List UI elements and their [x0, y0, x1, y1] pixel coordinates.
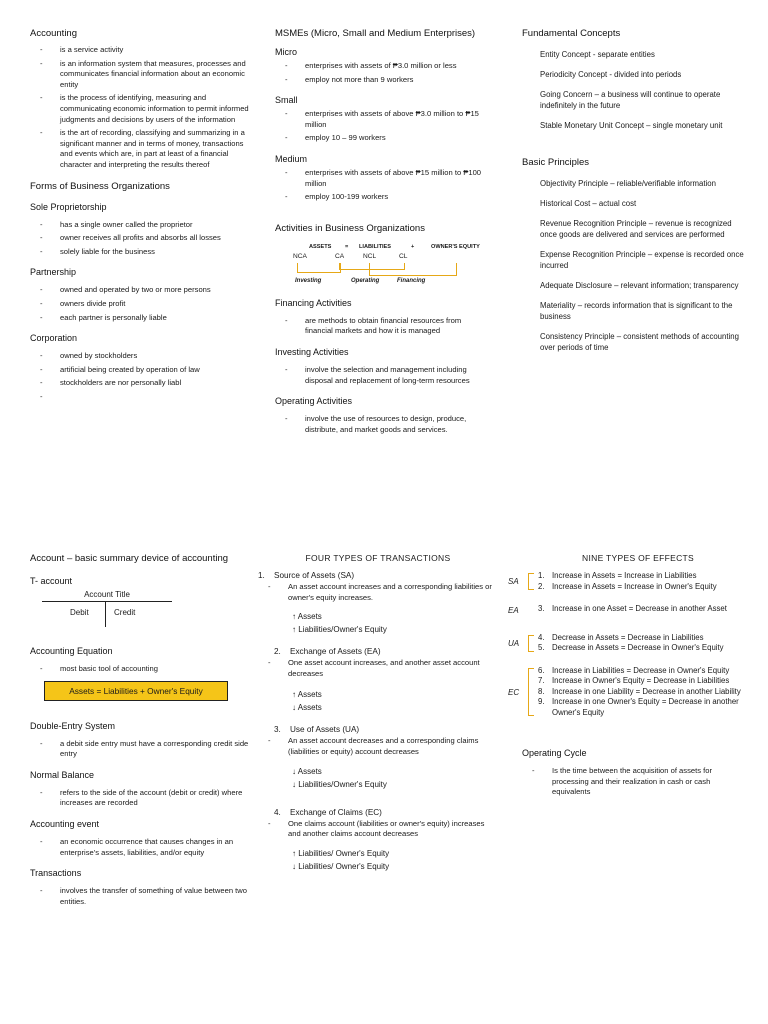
heading-medium: Medium — [275, 153, 308, 164]
transaction-type-4 — [258, 808, 498, 872]
transaction-label: Use of Assets (UA) — [290, 725, 360, 735]
principle-item: Consistency Principle – consistent methods of accounting over periods of time — [540, 332, 739, 352]
heading-operating-cycle: Operating Cycle — [522, 748, 587, 758]
heading-four-types: FOUR TYPES OF TRANSACTIONS — [305, 553, 451, 563]
list-item: - owners divide profit — [40, 299, 252, 310]
transaction-effect: ↑ Liabilities/Owner's Equity — [292, 625, 387, 635]
heading-basic: Basic Principles — [522, 157, 590, 168]
list-item: - enterprises with assets of above ₱3.0 million to ₱15 million — [285, 109, 490, 130]
list-accounting — [30, 45, 252, 171]
heading-investing: Investing Activities — [275, 346, 349, 357]
list-medium — [275, 168, 490, 203]
list-item: - is the art of recording, classifying and summarizing in a significant manner and in terms of money, transactions and events which are, in part at least of a financial character and interpreting the results thereof — [40, 128, 252, 170]
list-double-entry — [30, 739, 250, 760]
column-accounting — [30, 28, 252, 399]
diagram-plus: + — [411, 243, 415, 250]
list-item: - stockholders are nor personally liabl — [40, 378, 252, 389]
list-corporation — [30, 351, 252, 389]
list-item: - enterprises with assets of ₱3.0 million or less — [285, 61, 490, 72]
list-item: - employ not more than 9 workers — [285, 75, 490, 86]
effect-text: Increase in one Asset = Decrease in another Asset — [552, 604, 727, 613]
effect-row — [508, 676, 748, 687]
list-item: - Is the time between the acquisition of assets for processing and their realization in cash or cash equivalents — [532, 766, 748, 798]
heading-equation: Accounting Equation — [30, 646, 113, 656]
t-account-hline — [42, 601, 172, 602]
column-concepts — [522, 28, 747, 362]
list-item: - involve the use of resources to design, produce, distribute, and market goods and services. — [285, 414, 490, 435]
heading-transactions: Transactions — [30, 868, 82, 879]
transaction-desc — [258, 819, 498, 840]
effect-number: 1. — [538, 571, 545, 580]
principle-item: Adequate Disclosure – relevant information; transparency — [540, 281, 739, 290]
heading-operating: Operating Activities — [275, 396, 353, 407]
list-item: - An asset account increases and a corresponding liabilities or owner's equity increases. — [268, 582, 498, 603]
list-operating-cycle — [508, 766, 748, 798]
heading-micro: Micro — [275, 47, 297, 57]
effect-row — [508, 604, 748, 615]
effect-tag: UA — [508, 638, 520, 648]
heading-account: Account – basic summary device of accounting — [30, 553, 229, 564]
effect-number: 6. — [538, 665, 545, 675]
list-normal-balance — [30, 788, 250, 809]
list-partnership — [30, 285, 252, 323]
t-account-diagram — [42, 590, 172, 630]
list-item: - One claims account (liabilities or owner's equity) increases and another claims account decreases — [268, 819, 498, 840]
heading-double-entry: Double-Entry System — [30, 720, 116, 731]
list-item: - enterprises with assets of above ₱15 million to ₱100 million — [285, 168, 490, 189]
list-item: - employ 10 – 99 workers — [285, 133, 490, 144]
list-item: - is an information system that measures, processes and communicates financial information about an economic entity — [40, 59, 252, 91]
column-effects — [508, 553, 748, 808]
heading-msme: MSMEs (Micro, Small and Medium Enterprises) — [275, 28, 476, 39]
list-item: - owned by stockholders — [40, 351, 252, 362]
transaction-effect: ↓ Liabilities/Owner's Equity — [292, 779, 387, 789]
concept-item: Entity Concept - separate entities — [540, 50, 655, 59]
diagram-liabilities: LIABILITIES — [359, 243, 392, 250]
transaction-label: Exchange of Claims (EC) — [290, 807, 382, 817]
list-item: - an economic occurrence that causes changes in an enterprise's assets, liabilities, and/or equity — [40, 837, 250, 858]
effect-number: 5. — [538, 643, 545, 652]
concept-item: Going Concern – a business will continue to operate indefinitely in the future — [540, 90, 721, 110]
transaction-title — [274, 808, 498, 817]
effect-row — [508, 571, 748, 582]
transaction-effect: ↑ Assets — [292, 690, 322, 700]
t-account-vline — [105, 601, 106, 627]
principle-item: Revenue Recognition Principle – revenue is recognized once goods are delivered and services are performed — [540, 219, 732, 239]
list-accounting-event — [30, 837, 250, 858]
transaction-effect: ↓ Assets — [292, 703, 322, 713]
column-msme — [275, 28, 490, 445]
heading-nine-types: NINE TYPES OF EFFECTS — [582, 553, 694, 563]
concept-item: Stable Monetary Unit Concept – single monetary unit — [540, 121, 723, 130]
effect-row — [508, 687, 748, 698]
transaction-number: 2. — [274, 647, 281, 657]
transaction-type-3 — [258, 725, 498, 789]
transaction-number: 1. — [258, 571, 265, 580]
heading-forms: Forms of Business Organizations — [30, 180, 170, 192]
effect-text: Increase in Liabilities = Decrease in Owner's Equity — [552, 665, 730, 675]
effect-text: Increase in one Owner's Equity = Decrease in another Owner's Equity — [552, 697, 739, 717]
heading-fundamental: Fundamental Concepts — [522, 28, 621, 39]
effect-tag: SA — [508, 577, 519, 586]
effect-text: Increase in Assets = Increase in Owner's Equity — [552, 581, 717, 591]
list-item: - a debit side entry must have a corresponding credit side entry — [40, 739, 250, 760]
t-account-debit: Debit — [70, 608, 89, 617]
diagram-investing: Investing — [295, 277, 322, 284]
list-item: - involves the transfer of something of value between two entities. — [40, 886, 250, 907]
heading-accounting: Accounting — [30, 28, 78, 39]
list-sole — [30, 220, 252, 258]
heading-sole: Sole Proprietorship — [30, 201, 107, 212]
transaction-desc — [258, 582, 498, 603]
list-investing — [275, 365, 490, 386]
effect-text: Decrease in Assets = Decrease in Owner's Equity — [552, 643, 724, 652]
t-account-credit: Credit — [114, 608, 136, 617]
list-item: - owned and operated by two or more persons — [40, 285, 252, 296]
list-item: - An asset account decreases and a corresponding claims (liabilities or equity) account decreases — [268, 736, 498, 757]
heading-accounting-event: Accounting event — [30, 818, 100, 829]
list-item: - involve the selection and management including disposal and replacement of long-term resources — [285, 365, 490, 386]
effect-row — [508, 633, 748, 644]
list-small — [275, 109, 490, 144]
diagram-equals: = — [345, 243, 349, 250]
heading-normal-balance: Normal Balance — [30, 769, 95, 780]
heading-corporation: Corporation — [30, 333, 78, 344]
effect-row — [508, 666, 748, 677]
list-item: - refers to the side of the account (debit or credit) where increases are recorded — [40, 788, 250, 809]
effect-row — [508, 697, 748, 718]
transaction-label: Source of Assets (SA) — [274, 571, 355, 580]
diagram-owners-equity: OWNER'S EQUITY — [431, 243, 480, 250]
transaction-label: Exchange of Assets (EA) — [290, 647, 381, 657]
list-item: - is the process of identifying, measuring and communicating economic information to permit informed judgments and decisions by users of the information — [40, 93, 252, 125]
transaction-number: 4. — [274, 807, 281, 817]
heading-taccount: T- account — [30, 576, 73, 586]
list-item: - is a service activity — [40, 45, 252, 56]
transaction-type-2 — [258, 647, 498, 713]
heading-partnership: Partnership — [30, 267, 77, 278]
diagram-financing-line — [369, 263, 457, 276]
effect-number: 7. — [538, 676, 545, 685]
principle-item: Expense Recognition Principle – expense is recorded once incurred — [540, 250, 744, 270]
transaction-effect: ↓ Assets — [292, 766, 322, 776]
effect-tag: EA — [508, 606, 519, 615]
transaction-type-1 — [258, 571, 498, 635]
transaction-title — [258, 571, 498, 580]
effect-number: 2. — [538, 581, 545, 591]
column-account — [30, 553, 250, 917]
list-item: - most basic tool of accounting — [40, 664, 250, 675]
effect-text: Increase in one Liability = Decrease in another Liability — [552, 686, 741, 696]
diagram-operating: Operating — [351, 277, 380, 284]
list-transactions — [30, 886, 250, 907]
list-item: - owner receives all profits and absorbs all losses — [40, 233, 252, 244]
effect-group-ea — [508, 604, 748, 615]
t-account-title: Account Title — [84, 590, 130, 599]
concept-item: Periodicity Concept - divided into periods — [540, 70, 682, 79]
principle-item: Objectivity Principle – reliable/verifiable information — [540, 179, 716, 188]
principle-item: Materiality – records information that is significant to the business — [540, 301, 733, 321]
effect-text: Increase in Assets = Increase in Liabilities — [552, 571, 697, 580]
diagram-nca: NCA — [293, 252, 307, 260]
transaction-title — [274, 725, 498, 734]
effect-row — [508, 643, 748, 654]
effect-number: 3. — [538, 604, 545, 613]
transaction-effect: ↑ Assets — [292, 612, 322, 622]
effect-text: Decrease in Assets = Decrease in Liabilities — [552, 632, 704, 642]
effect-number: 4. — [538, 632, 545, 642]
effect-group-sa — [508, 571, 748, 592]
list-operating — [275, 414, 490, 435]
transaction-effect: ↓ Liabilities/ Owner's Equity — [292, 861, 390, 871]
effect-group-ec — [508, 666, 748, 719]
list-item: - solely liable for the business — [40, 247, 252, 258]
diagram-ca: CA — [335, 252, 345, 260]
list-item: - artificial being created by operation of law — [40, 365, 252, 376]
column-transactions — [258, 553, 498, 874]
diagram-ncl: NCL — [363, 252, 377, 260]
heading-activities: Activities in Business Organizations — [275, 222, 425, 234]
list-item: - are methods to obtain financial resources from financial markets and how it is managed — [285, 316, 490, 337]
heading-small: Small — [275, 95, 298, 106]
transaction-number: 3. — [274, 725, 281, 735]
list-micro — [275, 61, 490, 85]
activities-diagram — [275, 240, 485, 288]
effect-row — [508, 582, 748, 593]
diagram-cl: CL — [399, 252, 408, 260]
effect-tag: EC — [508, 687, 520, 697]
diagram-investing-line — [297, 263, 341, 273]
diagram-assets: ASSETS — [309, 243, 332, 250]
diagram-financing: Financing — [397, 277, 426, 284]
effect-number: 9. — [538, 697, 545, 706]
accounting-equation-box: Assets = Liabilities + Owner's Equity — [44, 681, 228, 701]
list-item: - each partner is personally liable — [40, 313, 252, 324]
effect-number: 8. — [538, 686, 545, 696]
list-item: - has a single owner called the proprietor — [40, 220, 252, 231]
list-item: - One asset account increases, and another asset account decreases — [268, 658, 498, 679]
list-financing — [275, 316, 490, 337]
transaction-effect: ↑ Liabilities/ Owner's Equity — [292, 848, 390, 858]
effect-text: Increase in Owner's Equity = Decrease in Liabilities — [552, 676, 730, 685]
transaction-desc — [258, 736, 498, 757]
effect-group-ua — [508, 633, 748, 654]
principle-item: Historical Cost – actual cost — [540, 199, 637, 208]
list-equation — [30, 664, 250, 675]
heading-financing: Financing Activities — [275, 297, 352, 308]
list-item: - employ 100-199 workers — [285, 192, 490, 203]
transaction-desc — [258, 658, 498, 679]
transaction-title — [274, 647, 498, 656]
